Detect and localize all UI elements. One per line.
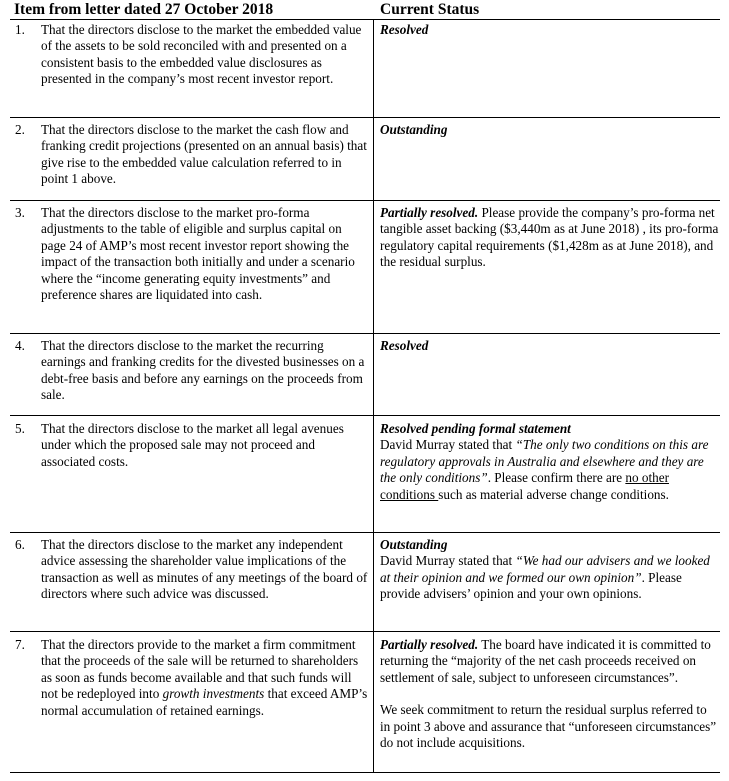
divider (10, 415, 720, 416)
status-text: David Murray stated that (380, 437, 516, 453)
status-quote: “The only two conditions on this are regulatory approvals in Australia and elsewhere and they are the only conditions” (380, 437, 709, 486)
status-text: David Murray stated that (380, 553, 516, 569)
status-cell (380, 122, 720, 138)
item-number: 4. (15, 338, 25, 353)
status-label: Resolved (380, 22, 429, 37)
status-cell (380, 637, 720, 751)
status-label: Resolved pending formal statement (380, 421, 571, 436)
status-label: Outstanding (380, 537, 448, 552)
item-text: That the directors disclose to the market the cash flow and franking credit projections (presented on an annual basis) that give rise to the embedded value calculation referred to in point 1 above. (41, 122, 367, 187)
status-label: Outstanding (380, 122, 448, 137)
status-cell (380, 205, 720, 271)
item-text-italic: growth investments (162, 686, 265, 702)
divider (10, 772, 720, 773)
item-text: That the directors disclose to the market pro-forma adjustments to the table of eligible and surplus capital on page 24 of AMP’s most recent investor report showing the impact of the transaction both initially and under a scenario where the “income generating equity investments” and preference shares are liquidated into cash. (41, 205, 355, 303)
divider (10, 333, 720, 334)
item-number: 7. (15, 637, 25, 652)
status-text: Please provide the company’s pro-forma net tangible asset backing ($3,440m as at June 2018) , its pro-forma regulatory capital requirements ($1,428m as at June 2018), and the residual surplus. (380, 205, 719, 270)
divider (10, 117, 720, 118)
item-number: 3. (15, 205, 25, 220)
header-item-column: Item from letter dated 27 October 2018 (14, 1, 274, 18)
status-label: Partially resolved. (380, 205, 479, 220)
item-text: That the directors disclose to the market the embedded value of the assets to be sold reconciled with and presented on a consistent basis to the embedded value disclosures as presented in the company’s most recent investor report. (41, 22, 362, 87)
status-label: Partially resolved. (380, 637, 479, 652)
status-quote: “We had our advisers and we looked at their opinion and we formed our own opinion” (380, 553, 710, 585)
item-text: That the directors disclose to the market any independent advice assessing the shareholder value implications of the transaction as well as minutes of any meetings of the board of directors where such advice was discussed. (41, 537, 368, 602)
status-text: . Please confirm there are (487, 470, 626, 486)
item-number: 5. (15, 421, 25, 436)
item-text-part: That the directors provide to the market a firm commitment that the proceeds of the sale will be returned to shareholders as soon as funds become available and that such funds will not be redeployed into (41, 637, 359, 702)
status-text: The board have indicated it is committed to returning the “majority of the net cash proceeds received on settlement of sale, subject to unforeseen circumstances”. (380, 637, 711, 685)
status-cell (380, 22, 720, 38)
status-paragraph: We seek commitment to return the residual surplus referred to in point 3 above and assurance that “unforeseen circumstances” do not include acquisitions. (380, 702, 717, 751)
item-number: 2. (15, 122, 25, 137)
status-cell (380, 421, 720, 503)
item-text: That the directors disclose to the market all legal avenues under which the proposed sale may not proceed and associated costs. (41, 421, 344, 469)
table-header (0, 0, 729, 20)
divider (10, 200, 720, 201)
header-status-column: Current Status (380, 1, 480, 18)
status-cell (380, 537, 720, 603)
divider (10, 631, 720, 632)
status-underlined: no other conditions (380, 470, 669, 502)
item-text-part: that exceed AMP’s normal accumulation of retained earnings. (41, 686, 368, 718)
column-divider (373, 19, 374, 772)
item-text: That the directors disclose to the market the recurring earnings and franking credits for the divested businesses on a debt-free basis and before any earnings on the proceeds from sale. (41, 338, 365, 403)
divider (10, 19, 720, 20)
status-label: Resolved (380, 338, 429, 353)
item-number: 1. (15, 22, 25, 37)
status-cell (380, 338, 720, 354)
status-text: . Please provide advisers’ opinion and your own opinions. (380, 569, 682, 602)
item-text (41, 637, 369, 719)
item-number: 6. (15, 537, 25, 552)
status-text: such as material adverse change conditions. (438, 486, 669, 502)
divider (10, 532, 720, 533)
paragraph-gap (380, 686, 720, 702)
